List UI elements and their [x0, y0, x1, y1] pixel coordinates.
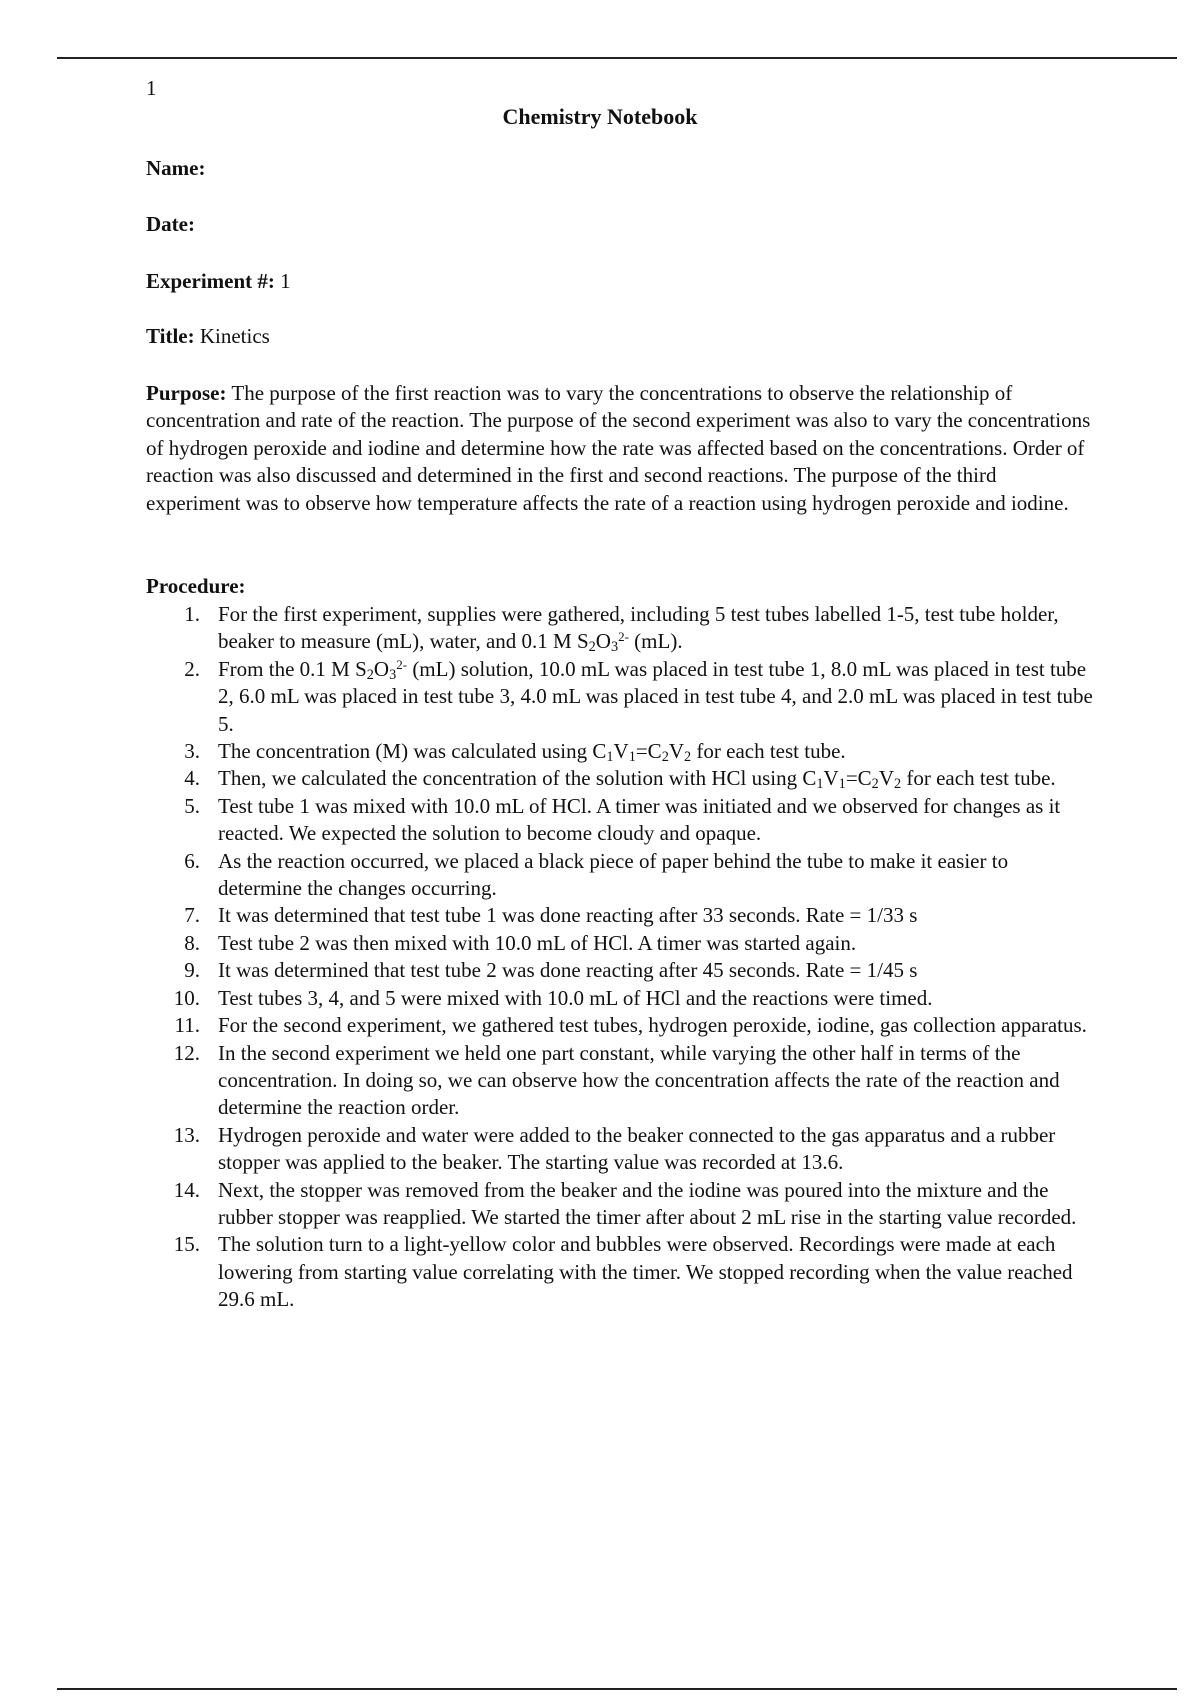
title-value: Kinetics [199, 324, 270, 348]
superscript: 2- [396, 656, 408, 672]
step-number: 4. [184, 766, 200, 791]
date-field [146, 211, 195, 237]
subscript: 2 [684, 748, 692, 765]
purpose-paragraph [146, 380, 1096, 517]
procedure-step [146, 765, 1096, 792]
procedure-step [146, 902, 1096, 929]
step-number: 3. [184, 739, 200, 764]
step-text: Then, we calculated the concentration of the solution with HCl using $C_1V_1=C_2V_2$ for each test tube. [218, 766, 1056, 793]
subscript: 2 [588, 639, 596, 656]
step-number: 7. [184, 903, 200, 928]
subscript: 3 [610, 639, 619, 656]
procedure-step [146, 1231, 1096, 1313]
subscript: 1 [606, 748, 614, 765]
subscript: 1 [816, 776, 824, 793]
step-number: 12. [173, 1040, 200, 1065]
experiment-value: 1 [280, 269, 291, 293]
procedure-step [146, 738, 1096, 765]
superscript: 2- [618, 629, 629, 645]
page-number: 1 [146, 76, 157, 100]
step-text: The concentration (M) was calculated using $C_1V_1=C_2V_2$ for each test tube. [218, 739, 846, 765]
step-text: The solution turn to a light-yellow color and bubbles were observed. Recordings were made at each lowering from starting value correlating with the timer. We stopped recording when the value reached 29.6 mL. [218, 1232, 1073, 1312]
procedure-step [146, 656, 1096, 738]
procedure-step [146, 1177, 1096, 1232]
step-text: In the second experiment we held one part constant, while varying the other half in terms of the concentration. In doing so, we can observe how the concentration affects the rate of the reaction and determine the reaction order. [218, 1040, 1060, 1120]
subscript: 1 [838, 776, 846, 793]
name-field [146, 155, 205, 181]
subscript: 2 [871, 776, 879, 793]
subscript: 3 [389, 666, 397, 683]
step-number: 14. [173, 1177, 200, 1202]
procedure-heading: Procedure: [146, 574, 246, 598]
step-number: 9. [184, 958, 200, 983]
procedure-step [146, 848, 1096, 903]
step-number: 11. [174, 1013, 200, 1038]
bottom-rule [57, 1688, 1177, 1690]
procedure-step [146, 957, 1096, 984]
procedure-step [146, 1040, 1096, 1122]
step-text: Hydrogen peroxide and water were added to the beaker connected to the gas apparatus and a rubber stopper was applied to the beaker. The starting value was recorded at 13.6. [218, 1122, 1056, 1175]
procedure-list [146, 601, 1096, 1314]
step-number: 1. [184, 602, 200, 626]
subscript: 2 [661, 748, 669, 765]
step-number: 5. [184, 793, 200, 818]
step-number: 10. [173, 985, 200, 1010]
subscript: 1 [628, 748, 636, 765]
subscript: 2 [366, 666, 374, 683]
purpose-text: The purpose of the first reaction was to vary the concentrations to observe the relationship of concentration and rate of the reaction. The purpose of the second experiment was also to vary the concentrations of hydrogen peroxide and iodine and determine how the rate was affected based on the concentrations. Order of reaction was also discussed and determined in the first and second reactions. The purpose of the third experiment was to observe how temperature affects the rate of a reaction using hydrogen peroxide and iodine. [146, 381, 1091, 515]
procedure-step [146, 1012, 1096, 1039]
title-label: Title: [146, 324, 195, 348]
step-text: Test tubes 3, 4, and 5 were mixed with 10.0 mL of HCl and the reactions were timed. [218, 985, 933, 1010]
date-label: Date: [146, 212, 195, 236]
purpose-label: Purpose: [146, 381, 227, 405]
procedure-step [146, 601, 1096, 656]
page-title: Chemistry Notebook [502, 104, 698, 129]
experiment-field [146, 268, 291, 294]
step-number: 2. [184, 656, 200, 681]
procedure-step [146, 1122, 1096, 1177]
step-number: 15. [173, 1232, 200, 1257]
subscript: 2 [893, 776, 902, 793]
step-text: From the 0.1 M $S_2O_3^{2-}$ (mL) solution, 10.0 mL was placed in test tube 1, 8.0 mL was placed in test tube 2, 6.0 mL was placed in test tube 3, 4.0 mL was placed in test tube 4, and 2.0 mL was placed in test tube 5. [218, 656, 1093, 736]
step-text: It was determined that test tube 1 was done reacting after 33 seconds. Rate = 1/33 s [218, 903, 918, 928]
step-number: 6. [184, 848, 200, 873]
step-text: It was determined that test tube 2 was done reacting after 45 seconds. Rate = 1/45 s [218, 958, 918, 983]
step-text: Test tube 1 was mixed with 10.0 mL of HCl. A timer was initiated and we observed for changes as it reacted. We expected the solution to become cloudy and opaque. [218, 793, 1061, 846]
name-label: Name: [146, 156, 206, 180]
step-text: For the first experiment, supplies were gathered, including 5 test tubes labelled 1-5, test tube holder, beaker to measure (mL), water, and 0.1 M $S_2O_3^{2-}$ (mL). [218, 602, 1059, 656]
step-text: For the second experiment, we gathered test tubes, hydrogen peroxide, iodine, gas collection apparatus. [218, 1013, 1087, 1038]
step-number: 13. [173, 1122, 200, 1147]
step-text: Next, the stopper was removed from the beaker and the iodine was poured into the mixture and the rubber stopper was reapplied. We started the timer after about 2 mL rise in the starting value recorded. [218, 1177, 1077, 1229]
step-number: 8. [184, 930, 200, 955]
procedure-step [146, 930, 1096, 957]
top-rule [57, 57, 1177, 59]
step-text: Test tube 2 was then mixed with 10.0 mL of HCl. A timer was started again. [218, 930, 857, 955]
procedure-step [146, 985, 1096, 1012]
procedure-step [146, 793, 1096, 848]
experiment-label: Experiment #: [146, 269, 275, 293]
title-field [146, 323, 270, 349]
step-text: As the reaction occurred, we placed a black piece of paper behind the tube to make it easier to determine the changes occurring. [218, 848, 1009, 901]
